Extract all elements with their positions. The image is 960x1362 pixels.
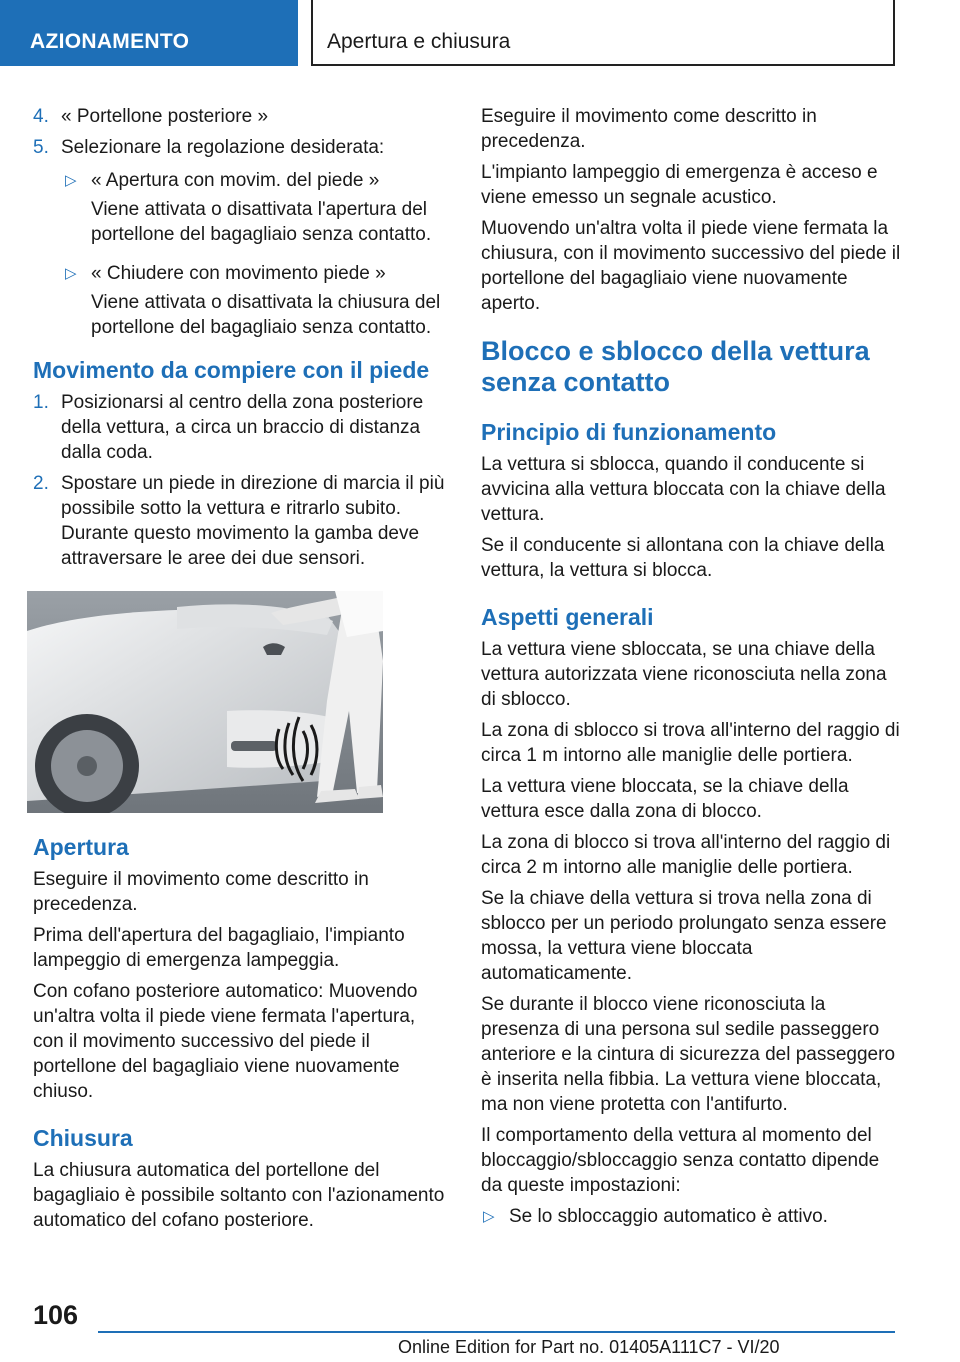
option-item	[33, 261, 451, 286]
step-text: Selezionare la regolazione desiderata:	[61, 137, 385, 158]
paragraph: La vettura viene sbloccata, se una chiave della vettura autorizzata viene riconosciuta nella zona di sblocco.	[481, 639, 887, 710]
page-number: 106	[33, 1300, 79, 1330]
section-heading-principio: Principio di funzionamento	[481, 419, 777, 445]
step-text: « Portellone posteriore »	[61, 106, 269, 127]
step-number: 4.	[33, 106, 49, 127]
option-item	[33, 168, 451, 193]
option-description: Viene attivata o disattivata la chiusura del portellone del bagagliaio senza contatto.	[91, 292, 441, 338]
page-header	[0, 0, 960, 66]
option-description: Viene attivata o disattivata l'apertura del portellone del bagagliaio senza contatto.	[91, 199, 432, 245]
paragraph: L'impianto lampeggio di emergenza è acceso e viene emesso un segnale acustico.	[481, 162, 878, 208]
paragraph: Se la chiave della vettura si trova nella zona di sblocco per un periodo prolungato senza essere mossa, la vettura viene bloccata automaticamente.	[481, 888, 887, 984]
paragraph: Eseguire il movimento come descritto in precedenza.	[481, 106, 817, 152]
section-tab	[0, 0, 298, 66]
triangle-bullet-icon: ▷	[483, 1208, 495, 1225]
paragraph: La vettura si sblocca, quando il conducente si avvicina alla vettura bloccata con la chiave della vettura.	[481, 454, 886, 525]
section-heading-apertura: Apertura	[33, 834, 129, 860]
option-title: « Apertura con movim. del piede »	[91, 170, 380, 191]
bullet-text: Se lo sbloccaggio automatico è attivo.	[509, 1206, 828, 1227]
section-heading-movement: Movimento da compiere con il piede	[33, 357, 430, 383]
setting-bullet-item	[481, 1204, 901, 1229]
option-title: « Chiudere con movimento piede »	[91, 263, 386, 284]
step-number: 5.	[33, 137, 49, 158]
step-text: Spostare un piede in direzione di marcia il più possibile sotto la vettura e ritrarlo subito. Durante questo movimento la gamba deve attraversare le aree dei due sensori.	[61, 473, 445, 569]
step-number: 2.	[33, 473, 49, 494]
edition-note: Online Edition for Part no. 01405A111C7 - VI/20	[398, 1337, 780, 1357]
step-number: 1.	[33, 392, 49, 413]
triangle-bullet-icon: ▷	[65, 172, 77, 189]
main-heading: Blocco e sblocco della vettura senza contatto	[481, 336, 870, 397]
paragraph: Prima dell'apertura del bagagliaio, l'impianto lampeggio di emergenza lampeggia.	[33, 925, 405, 971]
foot-sensor-illustration	[27, 591, 383, 813]
section-title: AZIONAMENTO	[30, 30, 190, 53]
footer-divider	[98, 1331, 895, 1333]
paragraph: Se il conducente si allontana con la chiave della vettura, la vettura si blocca.	[481, 535, 885, 581]
step-item	[33, 135, 451, 160]
paragraph: La zona di sblocco si trova all'interno del raggio di circa 1 m intorno alle maniglie delle portiera.	[481, 720, 900, 766]
chapter-title: Apertura e chiusura	[327, 30, 511, 53]
paragraph: La chiusura automatica del portellone del bagagliaio è possibile soltanto con l'azionamento automatico del cofano posteriore.	[33, 1160, 445, 1231]
step-text: Posizionarsi al centro della zona posteriore della vettura, a circa un braccio di distanza dalla coda.	[61, 392, 424, 463]
step-item	[33, 104, 451, 129]
step-item	[33, 390, 451, 465]
section-heading-aspetti: Aspetti generali	[481, 604, 654, 630]
chapter-box	[311, 0, 895, 66]
step-item	[33, 471, 451, 571]
paragraph: La zona di blocco si trova all'interno del raggio di circa 2 m intorno alle maniglie delle portiera.	[481, 832, 891, 878]
paragraph: La vettura viene bloccata, se la chiave della vettura esce dalla zona di blocco.	[481, 776, 849, 822]
paragraph: Muovendo un'altra volta il piede viene fermata la chiusura, con il movimento successivo del piede il portellone del bagagliaio viene nuovamente aperto.	[481, 218, 901, 314]
right-column	[481, 104, 901, 1235]
section-heading-chiusura: Chiusura	[33, 1125, 133, 1151]
left-column	[33, 104, 451, 1239]
paragraph: Il comportamento della vettura al momento del bloccaggio/sbloccaggio senza contatto dipende da queste impostazioni:	[481, 1125, 880, 1196]
triangle-bullet-icon: ▷	[65, 265, 77, 282]
paragraph: Con cofano posteriore automatico: Muovendo un'altra volta il piede viene fermata l'apertura, con il movimento successivo del piede il portellone del bagagliaio viene nuovamente chiuso.	[33, 981, 418, 1102]
paragraph: Eseguire il movimento come descritto in precedenza.	[33, 869, 369, 915]
paragraph: Se durante il blocco viene riconosciuta la presenza di una persona sul sedile passeggero anteriore e la cintura di sicurezza del passeggero è inserita nella fibbia. La vettura viene bloccata, ma non viene protetta con l'antifurto.	[481, 994, 896, 1115]
